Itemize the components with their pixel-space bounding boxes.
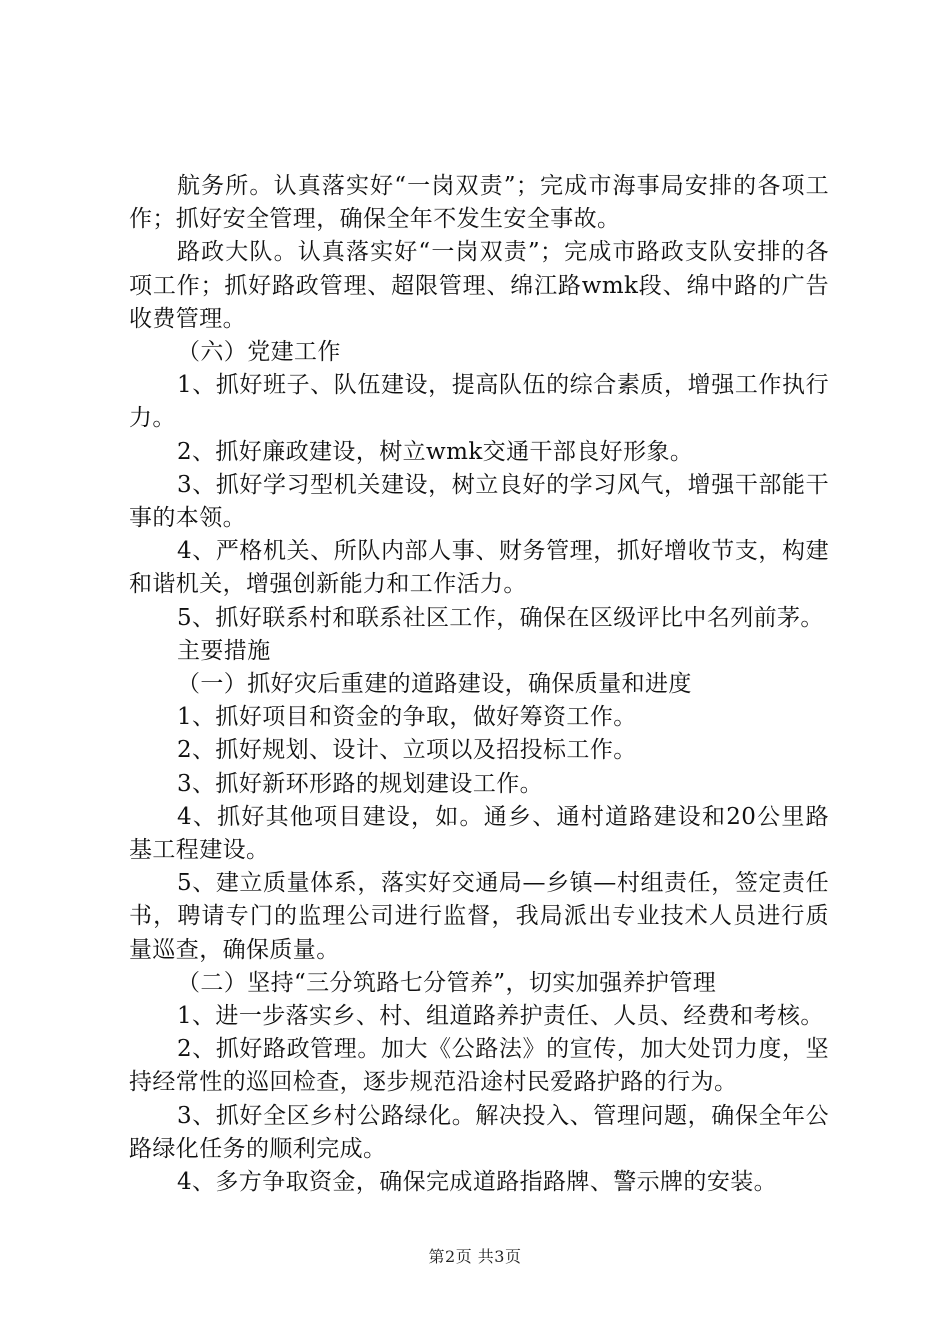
paragraph-chongjian-3: 3、抓好新环形路的规划建设工作。	[177, 770, 544, 797]
section-heading-zaihou-chongjian: （一）抓好灾后重建的道路建设，确保质量和进度	[177, 671, 692, 698]
paragraph-dangjian-5: 5、抓好联系村和联系社区工作，确保在区级评比中名列前茅。	[177, 604, 824, 631]
section-heading-zhuyao-cuoshi: 主要措施	[177, 637, 271, 664]
paragraph-dangjian-1: 1、抓好班子、队伍建设，提高队伍的综合素质，增强工作执行力。	[129, 372, 829, 432]
paragraph-chongjian-5: 5、建立质量体系，落实好交通局—乡镇—村组责任，签定责任书，聘请专门的监理公司进行监督，我局派出专业技术人员进行质量巡查，确保质量。	[129, 870, 829, 963]
paragraph-hangwusuo: 航务所。认真落实好“一岗双责”；完成市海事局安排的各项工作；抓好安全管理，确保全年不发生安全事故。	[129, 173, 829, 233]
section-heading-yanghu-guanli: （二）坚持“三分筑路七分管养”，切实加强养护管理	[177, 969, 717, 996]
paragraph-chongjian-2: 2、抓好规划、设计、立项以及招投标工作。	[177, 737, 637, 764]
paragraph-dangjian-2: 2、抓好廉政建设，树立wmk交通干部良好形象。	[177, 438, 694, 465]
paragraph-yanghu-3: 3、抓好全区乡村公路绿化。解决投入、管理问题，确保全年公路绿化任务的顺利完成。	[129, 1102, 829, 1162]
paragraph-dangjian-3: 3、抓好学习型机关建设，树立良好的学习风气，增强干部能干事的本领。	[129, 471, 829, 532]
paragraph-chongjian-1: 1、抓好项目和资金的争取，做好筹资工作。	[177, 704, 637, 731]
page-number-footer: 第2页 共3页	[428, 1247, 522, 1266]
paragraph-yanghu-1: 1、进一步落实乡、村、组道路养护责任、人员、经费和考核。	[177, 1003, 824, 1030]
paragraph-dangjian-4: 4、严格机关、所队内部人事、财务管理，抓好增收节支，构建和谐机关，增强创新能力和工作活力。	[129, 538, 829, 598]
paragraph-luzheng-dadui: 路政大队。认真落实好“一岗双责”；完成市路政支队安排的各项工作；抓好路政管理、超限管理、绵江路wmk段、绵中路的广告收费管理。	[129, 239, 829, 332]
section-heading-dangjian: （六）党建工作	[177, 339, 341, 366]
paragraph-chongjian-4: 4、抓好其他项目建设，如。通乡、通村道路建设和20公里路基工程建设。	[129, 803, 829, 864]
document-body	[129, 170, 829, 1199]
paragraph-yanghu-4: 4、多方争取资金，确保完成道路指路牌、警示牌的安装。	[177, 1169, 778, 1196]
paragraph-yanghu-2: 2、抓好路政管理。加大《公路法》的宣传，加大处罚力度，坚持经常性的巡回检查，逐步规范沿途村民爱路护路的行为。	[129, 1036, 829, 1096]
